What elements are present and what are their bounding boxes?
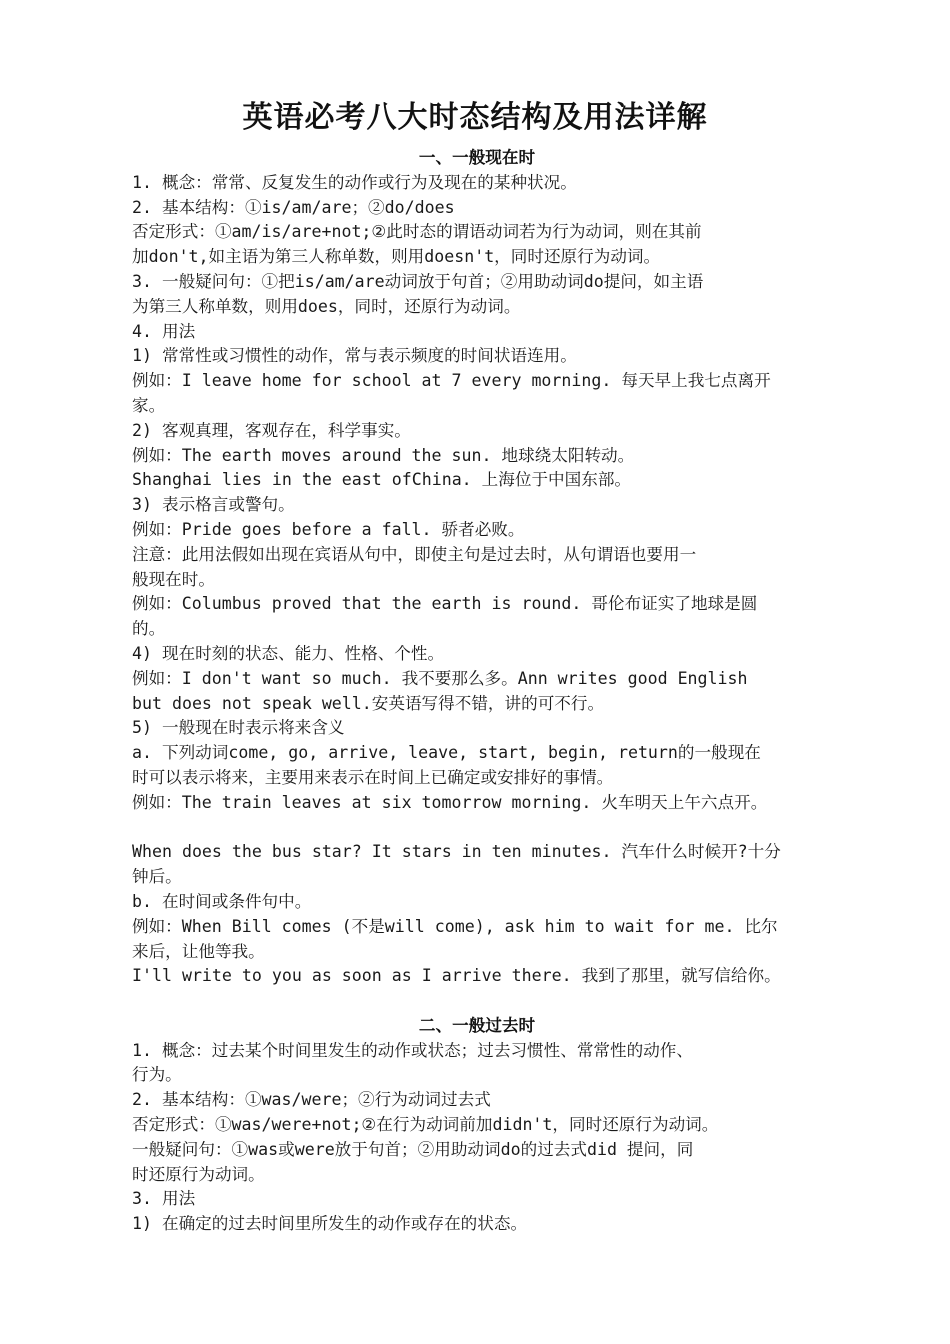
text-line: 例如：I don't want so much. 我不要那么多。Ann writes good English: [132, 668, 748, 688]
text-line: 例如：I leave home for school at 7 every morning. 每天早上我七点离开: [132, 371, 771, 391]
text-line: 加don't,如主语为第三人称单数，则用doesn't，同时还原行为动词。: [132, 247, 661, 267]
section-heading: 二、一般过去时: [418, 1015, 536, 1035]
text-line: 般现在时。: [132, 569, 215, 589]
text-line: 例如：The earth moves around the sun. 地球绕太阳转动。: [132, 445, 635, 465]
text-line: 1. 概念：过去某个时间里发生的动作或状态；过去习惯性、常常性的动作、: [132, 1040, 693, 1060]
text-line: 4) 现在时刻的状态、能力、性格、个性。: [132, 643, 445, 663]
blank-line: [132, 816, 822, 841]
text-line: 5) 一般现在时表示将来含义: [132, 718, 345, 738]
text-line: 家。: [132, 395, 166, 415]
text-line: 例如：Columbus proved that the earth is round. 哥伦布证实了地球是圆: [132, 594, 758, 614]
document-title: 英语必考八大时态结构及用法详解: [242, 100, 708, 135]
text-line: 一般疑问句：①was或were放于句首；②用助动词do的过去式did 提问，同: [132, 1139, 694, 1159]
text-line: When does the bus star? It stars in ten minutes. 汽车什么时候开?十分: [132, 842, 781, 862]
text-line: 时可以表示将来，主要用来表示在时间上已确定或安排好的事情。: [132, 767, 614, 787]
text-line: 1) 常常性或习惯性的动作，常与表示频度的时间状语连用。: [132, 346, 577, 366]
text-line: 4. 用法: [132, 321, 196, 341]
text-line: 例如：When Bill comes (不是will come), ask him to wait for me. 比尔: [132, 916, 778, 936]
text-line: a. 下列动词come, go, arrive, leave, start, begin, return的一般现在: [132, 743, 761, 763]
text-line: Shanghai lies in the east ofChina. 上海位于中国东部。: [132, 470, 632, 490]
text-line: 1) 在确定的过去时间里所发生的动作或存在的状态。: [132, 1214, 528, 1234]
text-line: 3. 一般疑问句：①把is/am/are动词放于句首；②用助动词do提问，如主语: [132, 271, 704, 291]
text-line: 3. 用法: [132, 1189, 196, 1209]
text-line: 为第三人称单数，则用does，同时，还原行为动词。: [132, 296, 521, 316]
text-line: 否定形式：①was/were+not;②在行为动词前加didn't，同时还原行为动词。: [132, 1115, 719, 1135]
text-line: 时还原行为动词。: [132, 1164, 265, 1184]
document-body: [132, 146, 822, 1237]
blank-line: [132, 989, 822, 1014]
text-line: I'll write to you as soon as I arrive there. 我到了那里，就写信给你。: [132, 966, 781, 986]
text-line: b. 在时间或条件句中。: [132, 891, 312, 911]
text-line: 2. 基本结构：①was/were；②行为动词过去式: [132, 1090, 491, 1110]
text-line: 3) 表示格言或警句。: [132, 495, 295, 515]
text-line: 注意：此用法假如出现在宾语从句中，即使主句是过去时，从句谓语也要用一: [132, 544, 697, 564]
text-line: 2) 客观真理，客观存在，科学事实。: [132, 420, 411, 440]
text-line: 2. 基本结构：①is/am/are；②do/does: [132, 197, 455, 217]
text-line: 1. 概念：常常、反复发生的动作或行为及现在的某种状况。: [132, 172, 577, 192]
text-line: but does not speak well.安英语写得不错，讲的可不行。: [132, 693, 605, 713]
text-line: 否定形式：①am/is/are+not;②此时态的谓语动词若为行为动词，则在其前: [132, 222, 702, 242]
text-line: 例如：Pride goes before a fall. 骄者必败。: [132, 519, 525, 539]
section-heading: 一、一般现在时: [418, 148, 536, 167]
text-line: 钟后。: [132, 867, 182, 887]
text-line: 行为。: [132, 1065, 182, 1085]
text-line: 来后，让他等我。: [132, 941, 265, 961]
text-line: 例如：The train leaves at six tomorrow morning. 火车明天上午六点开。: [132, 792, 768, 812]
text-line: 的。: [132, 619, 166, 639]
